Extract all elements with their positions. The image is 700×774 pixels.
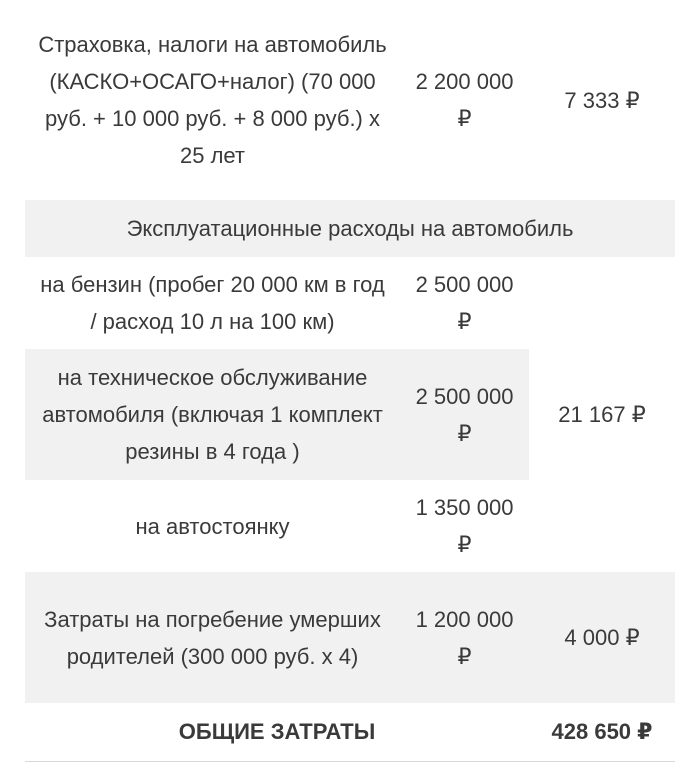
funeral-total: 1 200 000 ₽	[400, 572, 529, 703]
section-title-operating: Эксплуатационные расходы на автомобиль	[25, 200, 675, 257]
table-row-insurance	[25, 0, 675, 200]
grand-total-label: ОБЩИЕ ЗАТРАТЫ	[25, 703, 529, 761]
table-row-section-operating	[25, 200, 675, 257]
parking-total: 1 350 000 ₽	[415, 495, 514, 557]
expenses-table-container	[25, 0, 675, 762]
insurance-total: 2 200 000 ₽	[415, 69, 514, 131]
table-row-fuel	[25, 257, 675, 349]
fuel-total: 2 500 000 ₽	[415, 272, 514, 334]
insurance-label: Страховка, налоги на автомобиль (КАСКО+ОСАГО+налог) (70 000 руб. + 10 000 руб. + 8 000 руб.) х 25 лет	[38, 32, 387, 168]
maintenance-label: на техническое обслуживание автомобиля (включая 1 комплект резины в 4 года )	[25, 349, 400, 480]
insurance-monthly: 7 333 ₽	[564, 87, 640, 113]
table-row-funeral	[25, 572, 675, 703]
funeral-monthly: 4 000 ₽	[529, 572, 675, 703]
table-row-grand-total	[25, 703, 675, 761]
operating-monthly: 21 167 ₽	[529, 257, 675, 572]
parking-label: на автостоянку	[135, 513, 290, 539]
fuel-label: на бензин (пробег 20 000 км в год / расход 10 л на 100 км)	[40, 272, 385, 334]
expenses-table	[25, 0, 675, 762]
maintenance-total: 2 500 000 ₽	[400, 349, 529, 480]
funeral-label: Затраты на погребение умерших родителей (300 000 руб. х 4)	[25, 572, 400, 703]
grand-total-monthly: 428 650 ₽	[529, 703, 675, 761]
